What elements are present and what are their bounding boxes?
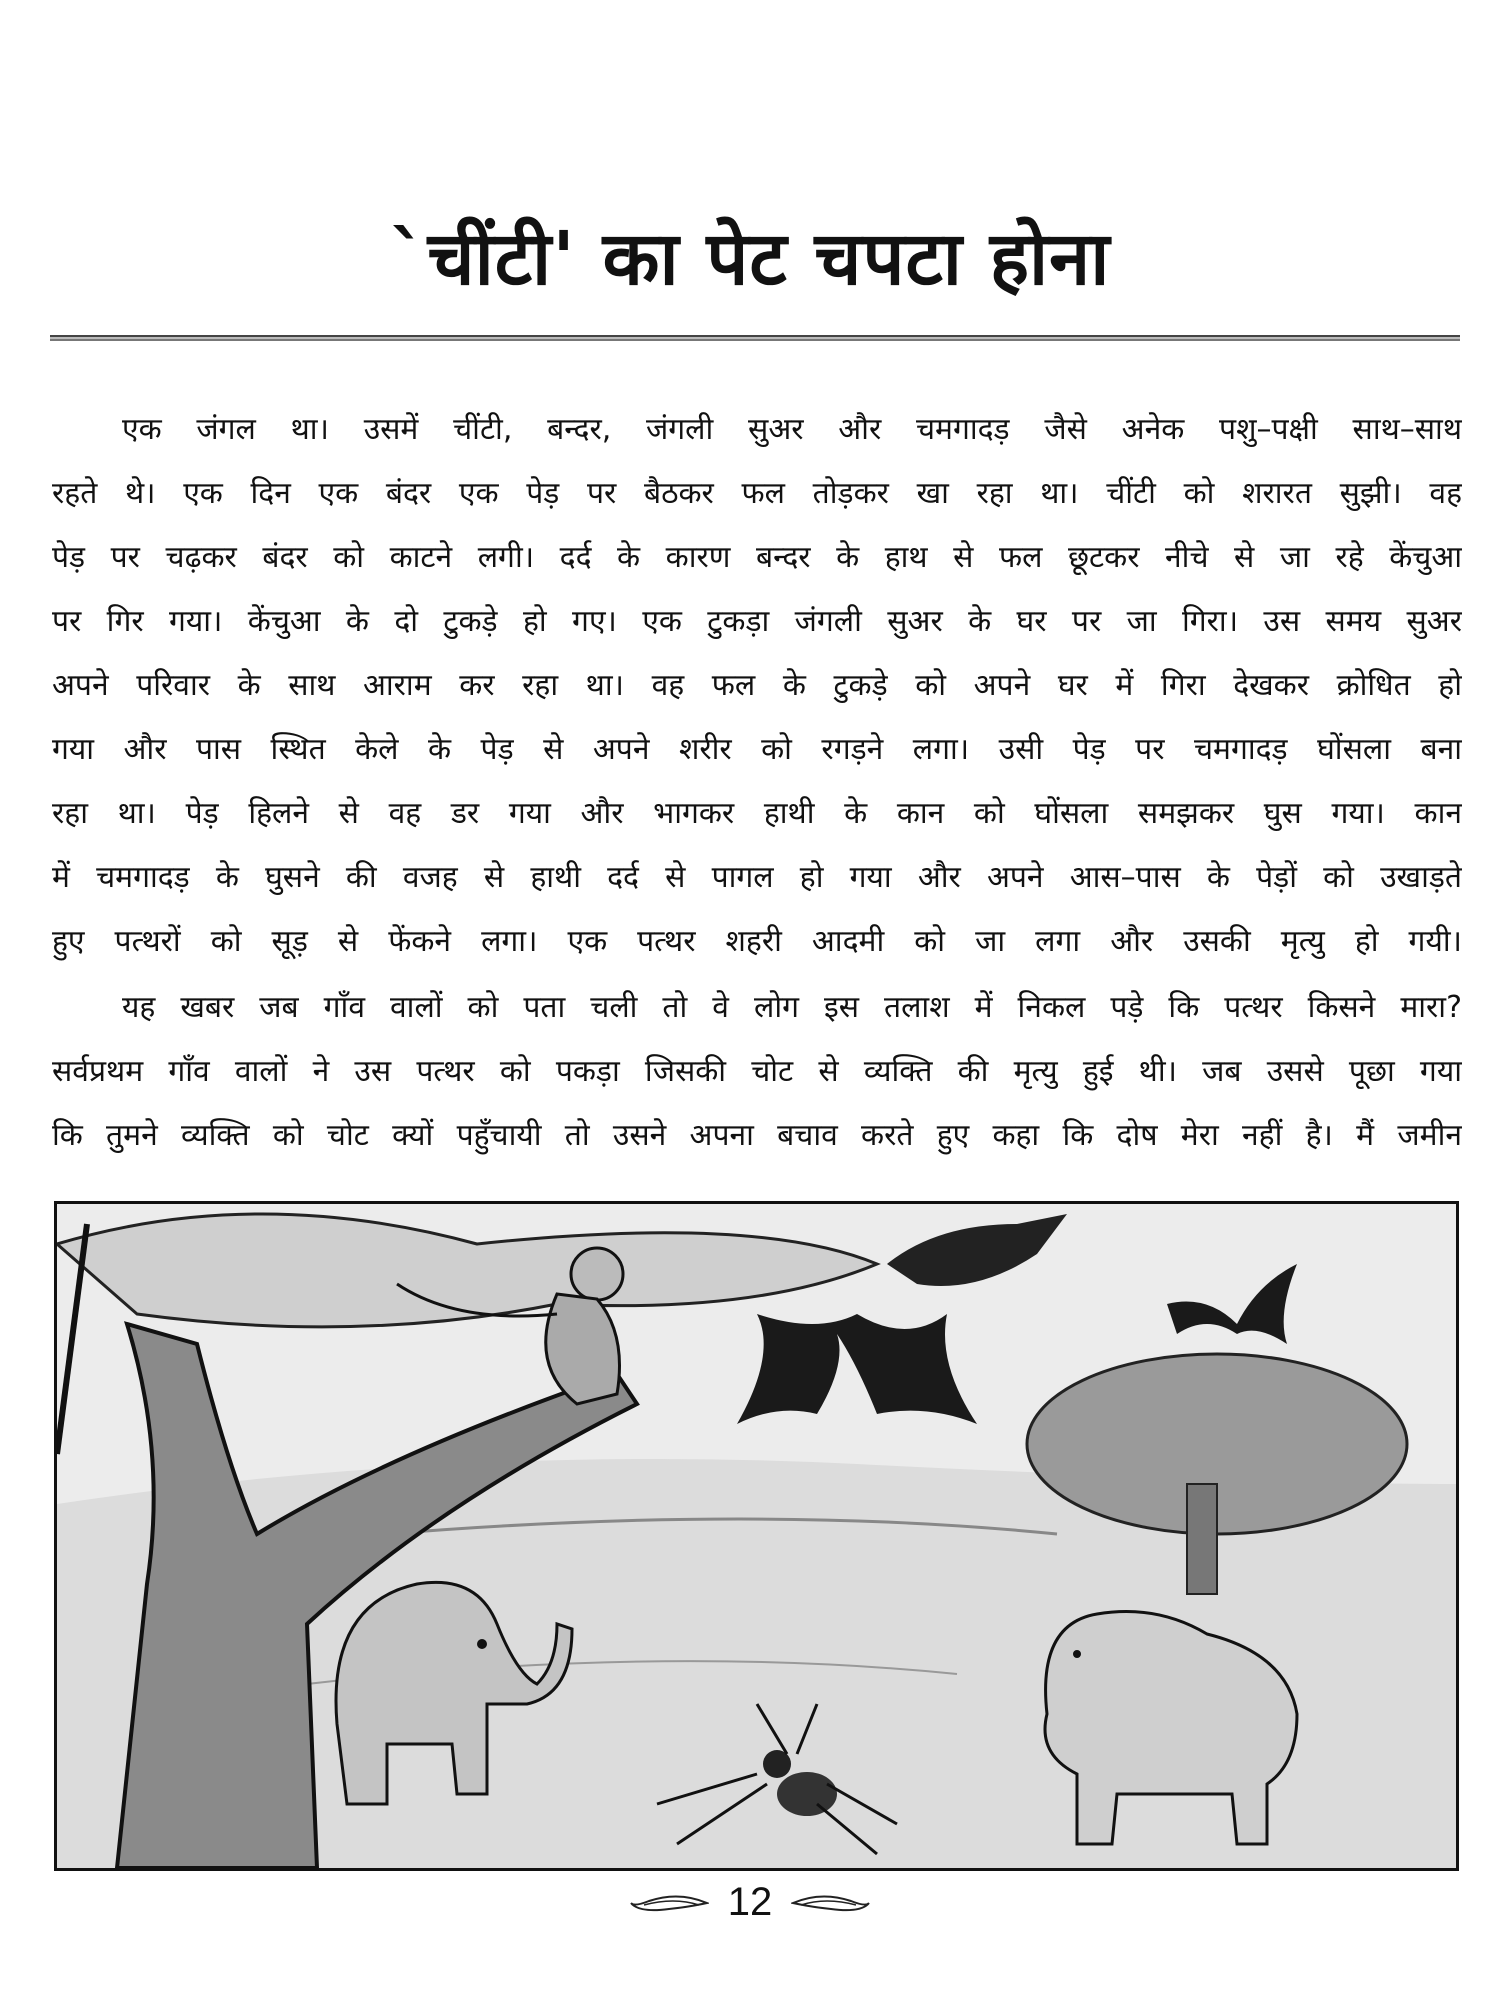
paragraph-1-line: पेड़ पर चढ़कर बंदर को काटने लगी। दर्द के कारण बन्दर के हाथ से फल छूटकर नीचे से जा रहे केंचुआ <box>52 540 1462 575</box>
paragraph-1-line: गया और पास स्थित केले के पेड़ से अपने शरीर को रगड़ने लगा। उसी पेड़ पर चमगादड़ घोंसला बना <box>52 732 1462 767</box>
paragraph-2-line: यह खबर जब गाँव वालों को पता चली तो वे लोग इस तलाश में निकल पड़े कि पत्थर किसने मारा? <box>122 990 1462 1025</box>
paragraph-1-line: हुए पत्थरों को सूड़ से फेंकने लगा। एक पत्थर शहरी आदमी को जा लगा और उसकी मृत्यु हो गयी। <box>52 924 1462 959</box>
right-swirl-ornament-icon <box>791 1891 871 1915</box>
title-divider <box>50 335 1460 341</box>
left-swirl-ornament-icon <box>629 1891 709 1915</box>
paragraph-1-line: में चमगादड़ के घुसने की वजह से हाथी दर्द से पागल हो गया और अपने आस–पास के पेड़ों को उखाड़ते <box>52 860 1462 895</box>
forest-scene-drawing <box>57 1204 1456 1868</box>
page-number: 12 <box>727 1880 773 1924</box>
paragraph-1-line: अपने परिवार के साथ आराम कर रहा था। वह फल के टुकड़े को अपने घर में गिरा देखकर क्रोधित हो <box>52 668 1462 703</box>
page-footer <box>0 1880 1500 1925</box>
story-text <box>52 398 1462 1168</box>
paragraph-2-line: सर्वप्रथम गाँव वालों ने उस पत्थर को पकड़ा जिसकी चोट से व्यक्ति की मृत्यु हुई थी। जब उससे पूछा गया <box>52 1054 1462 1089</box>
paragraph-1-line: पर गिर गया। केंचुआ के दो टुकड़े हो गए। एक टुकड़ा जंगली सुअर के घर पर जा गिरा। उस समय सुअर <box>52 604 1462 639</box>
story-illustration <box>54 1201 1459 1871</box>
page-title: `चींटी' का पेट चपटा होना <box>389 216 1111 302</box>
paragraph-2-line: कि तुमने व्यक्ति को चोट क्यों पहुँचायी तो उसने अपना बचाव करते हुए कहा कि दोष मेरा नहीं है। मैं जमीन <box>52 1118 1462 1153</box>
paragraph-1-line: रहा था। पेड़ हिलने से वह डर गया और भागकर हाथी के कान को घोंसला समझकर घुस गया। कान <box>52 796 1462 831</box>
paragraph-1-line: रहते थे। एक दिन एक बंदर एक पेड़ पर बैठकर फल तोड़कर खा रहा था। चींटी को शरारत सुझी। वह <box>52 476 1462 511</box>
paragraph-1-line: एक जंगल था। उसमें चींटी, बन्दर, जंगली सुअर और चमगादड़ जैसे अनेक पशु–पक्षी साथ–साथ <box>122 412 1462 447</box>
